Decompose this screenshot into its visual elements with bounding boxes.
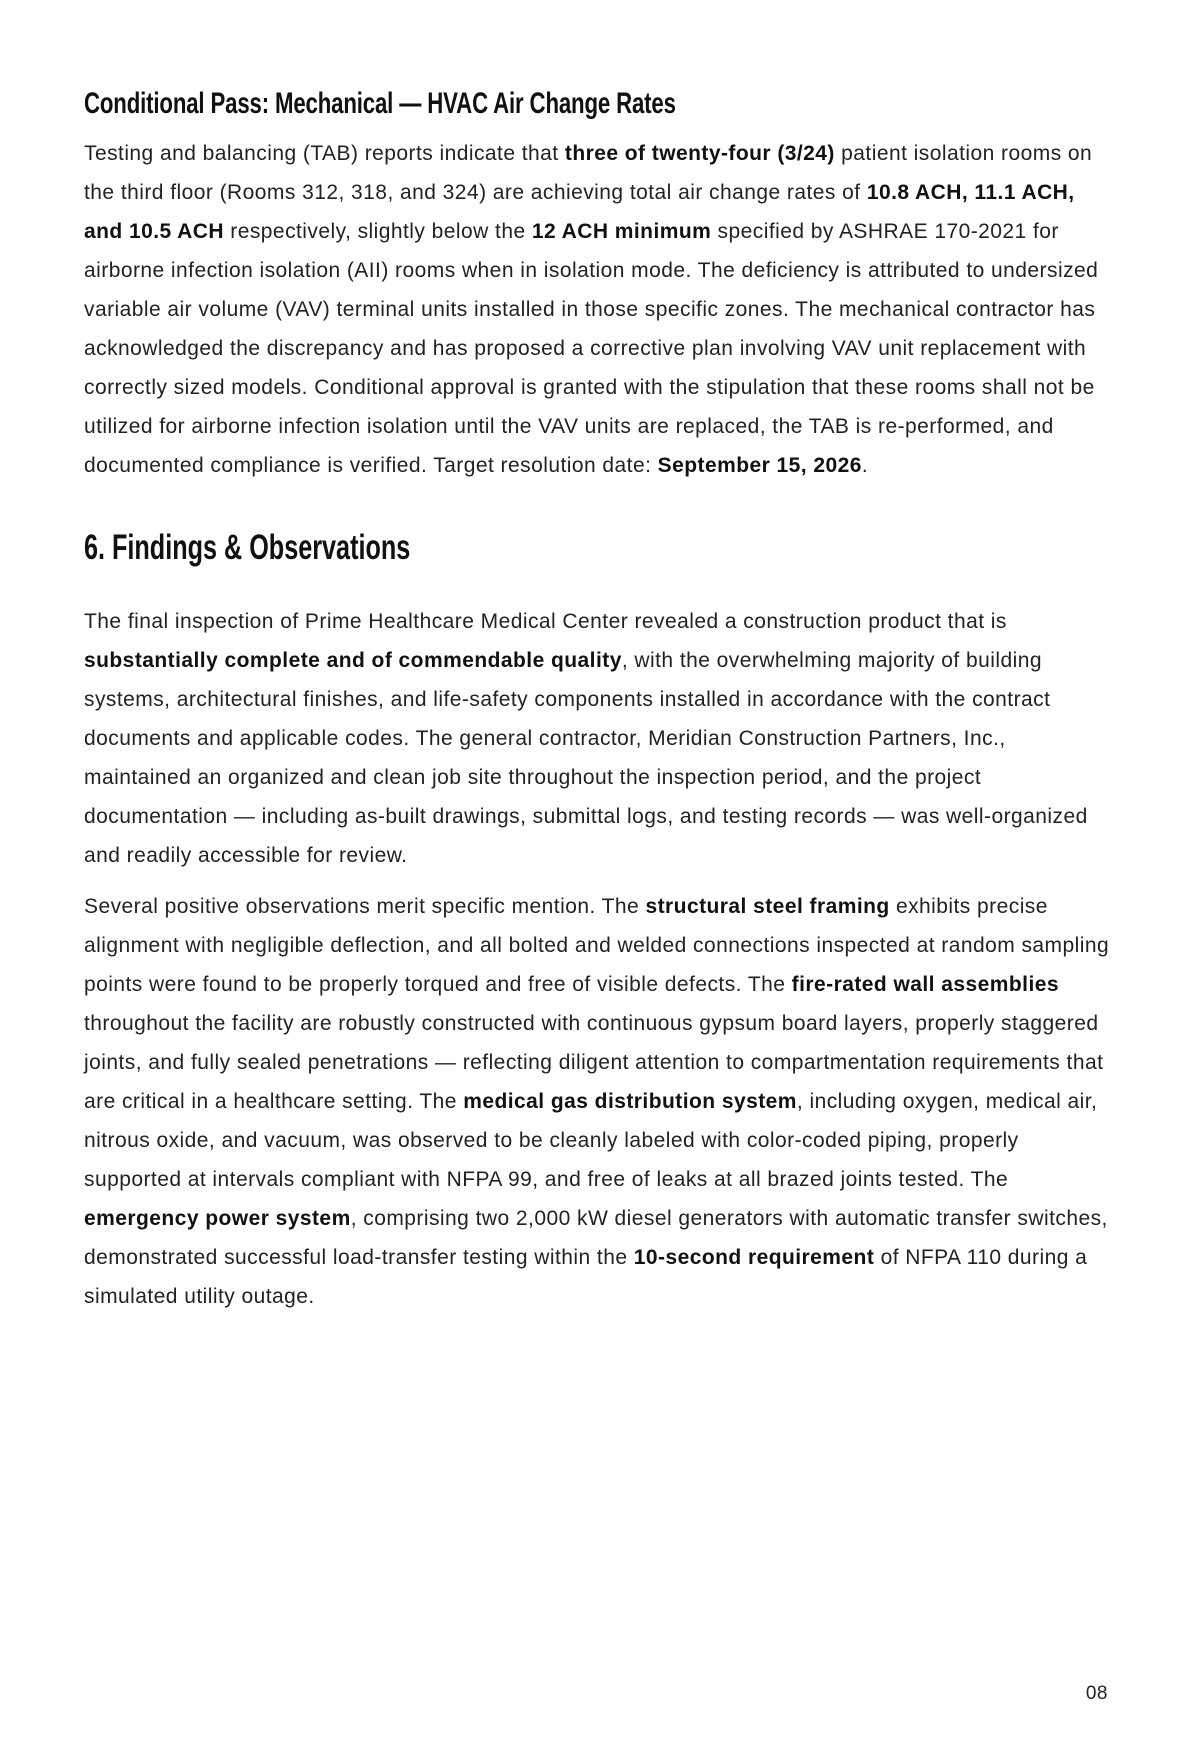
text-run: , with the overwhelming majority of building systems, architectural finishes, and life-safety components installed in accordance with the contract documents and applicable codes. The general contractor, Meridian Construction Partners, Inc., maintained an organized and clean job site throughout the inspection period, and the project documentation — including as-built drawings, submittal logs, and testing records — was well-organized and readily accessible for review.	[84, 649, 1088, 867]
bold-text: 10.8 ACH, 11.1 ACH, and 10.5 ACH	[84, 181, 1075, 243]
text-run: Several positive observations merit specific mention. The	[84, 895, 646, 918]
page-content	[84, 84, 1114, 1328]
bold-text: fire-rated wall assemblies	[791, 973, 1059, 996]
text-run: specified by ASHRAE 170-2021 for airborne infection isolation (AII) rooms when in isolation mode. The deficiency is attributed to undersized variable air volume (VAV) terminal units installed in those specific zones. The mechanical contractor has acknowledged the discrepancy and has proposed a corrective plan involving VAV unit replacement with correctly sized models. Conditional approval is granted with the stipulation that these rooms shall not be utilized for airborne infection isolation until the VAV units are replaced, the TAB is re-performed, and documented compliance is verified. Target resolution date:	[84, 220, 1099, 477]
bold-text: 10-second requirement	[633, 1246, 875, 1269]
bold-text: substantially complete and of commendable quality	[84, 649, 622, 672]
hvac-heading: Conditional Pass: Mechanical — HVAC Air Change Rates	[84, 87, 676, 120]
text-run: Testing and balancing (TAB) reports indicate that	[84, 142, 565, 165]
findings-heading: 6. Findings & Observations	[84, 528, 411, 567]
page-number: 08	[1085, 1683, 1108, 1704]
text-run: patient isolation rooms on the third floor (Rooms 312, 318, and 324) are achieving total air change rates of	[84, 142, 1093, 204]
text-run: of NFPA 110 during a simulated utility outage.	[84, 1246, 1088, 1308]
text-run: The final inspection of Prime Healthcare Medical Center revealed a construction product that is	[84, 610, 1007, 633]
text-run: , comprising two 2,000 kW diesel generators with automatic transfer switches, demonstrated successful load-transfer testing within the	[84, 1207, 1108, 1269]
text-run: .	[861, 454, 869, 477]
hvac-paragraph	[84, 134, 1114, 485]
text-run: , including oxygen, medical air, nitrous oxide, and vacuum, was observed to be cleanly labeled with color-coded piping, properly supported at intervals compliant with NFPA 99, and free of leaks at all brazed joints tested. The	[84, 1090, 1098, 1191]
bold-text: 12 ACH minimum	[531, 220, 712, 243]
text-run: respectively, slightly below the	[224, 220, 532, 243]
bold-text: emergency power system	[84, 1207, 351, 1230]
bold-text: three of twenty-four (3/24)	[564, 142, 835, 165]
findings-paragraph-2	[84, 887, 1114, 1316]
bold-text: September 15, 2026	[657, 454, 862, 477]
text-run: exhibits precise alignment with negligible deflection, and all bolted and welded connections inspected at random sampling points were found to be properly torqued and free of visible defects. The	[84, 895, 1110, 996]
bold-text: medical gas distribution system	[463, 1090, 797, 1113]
findings-paragraph-1	[84, 602, 1114, 875]
bold-text: structural steel framing	[645, 895, 890, 918]
text-run: throughout the facility are robustly constructed with continuous gypsum board layers, properly staggered joints, and fully sealed penetrations — reflecting diligent attention to compartmentation requirements that are critical in a healthcare setting. The	[84, 1012, 1104, 1113]
